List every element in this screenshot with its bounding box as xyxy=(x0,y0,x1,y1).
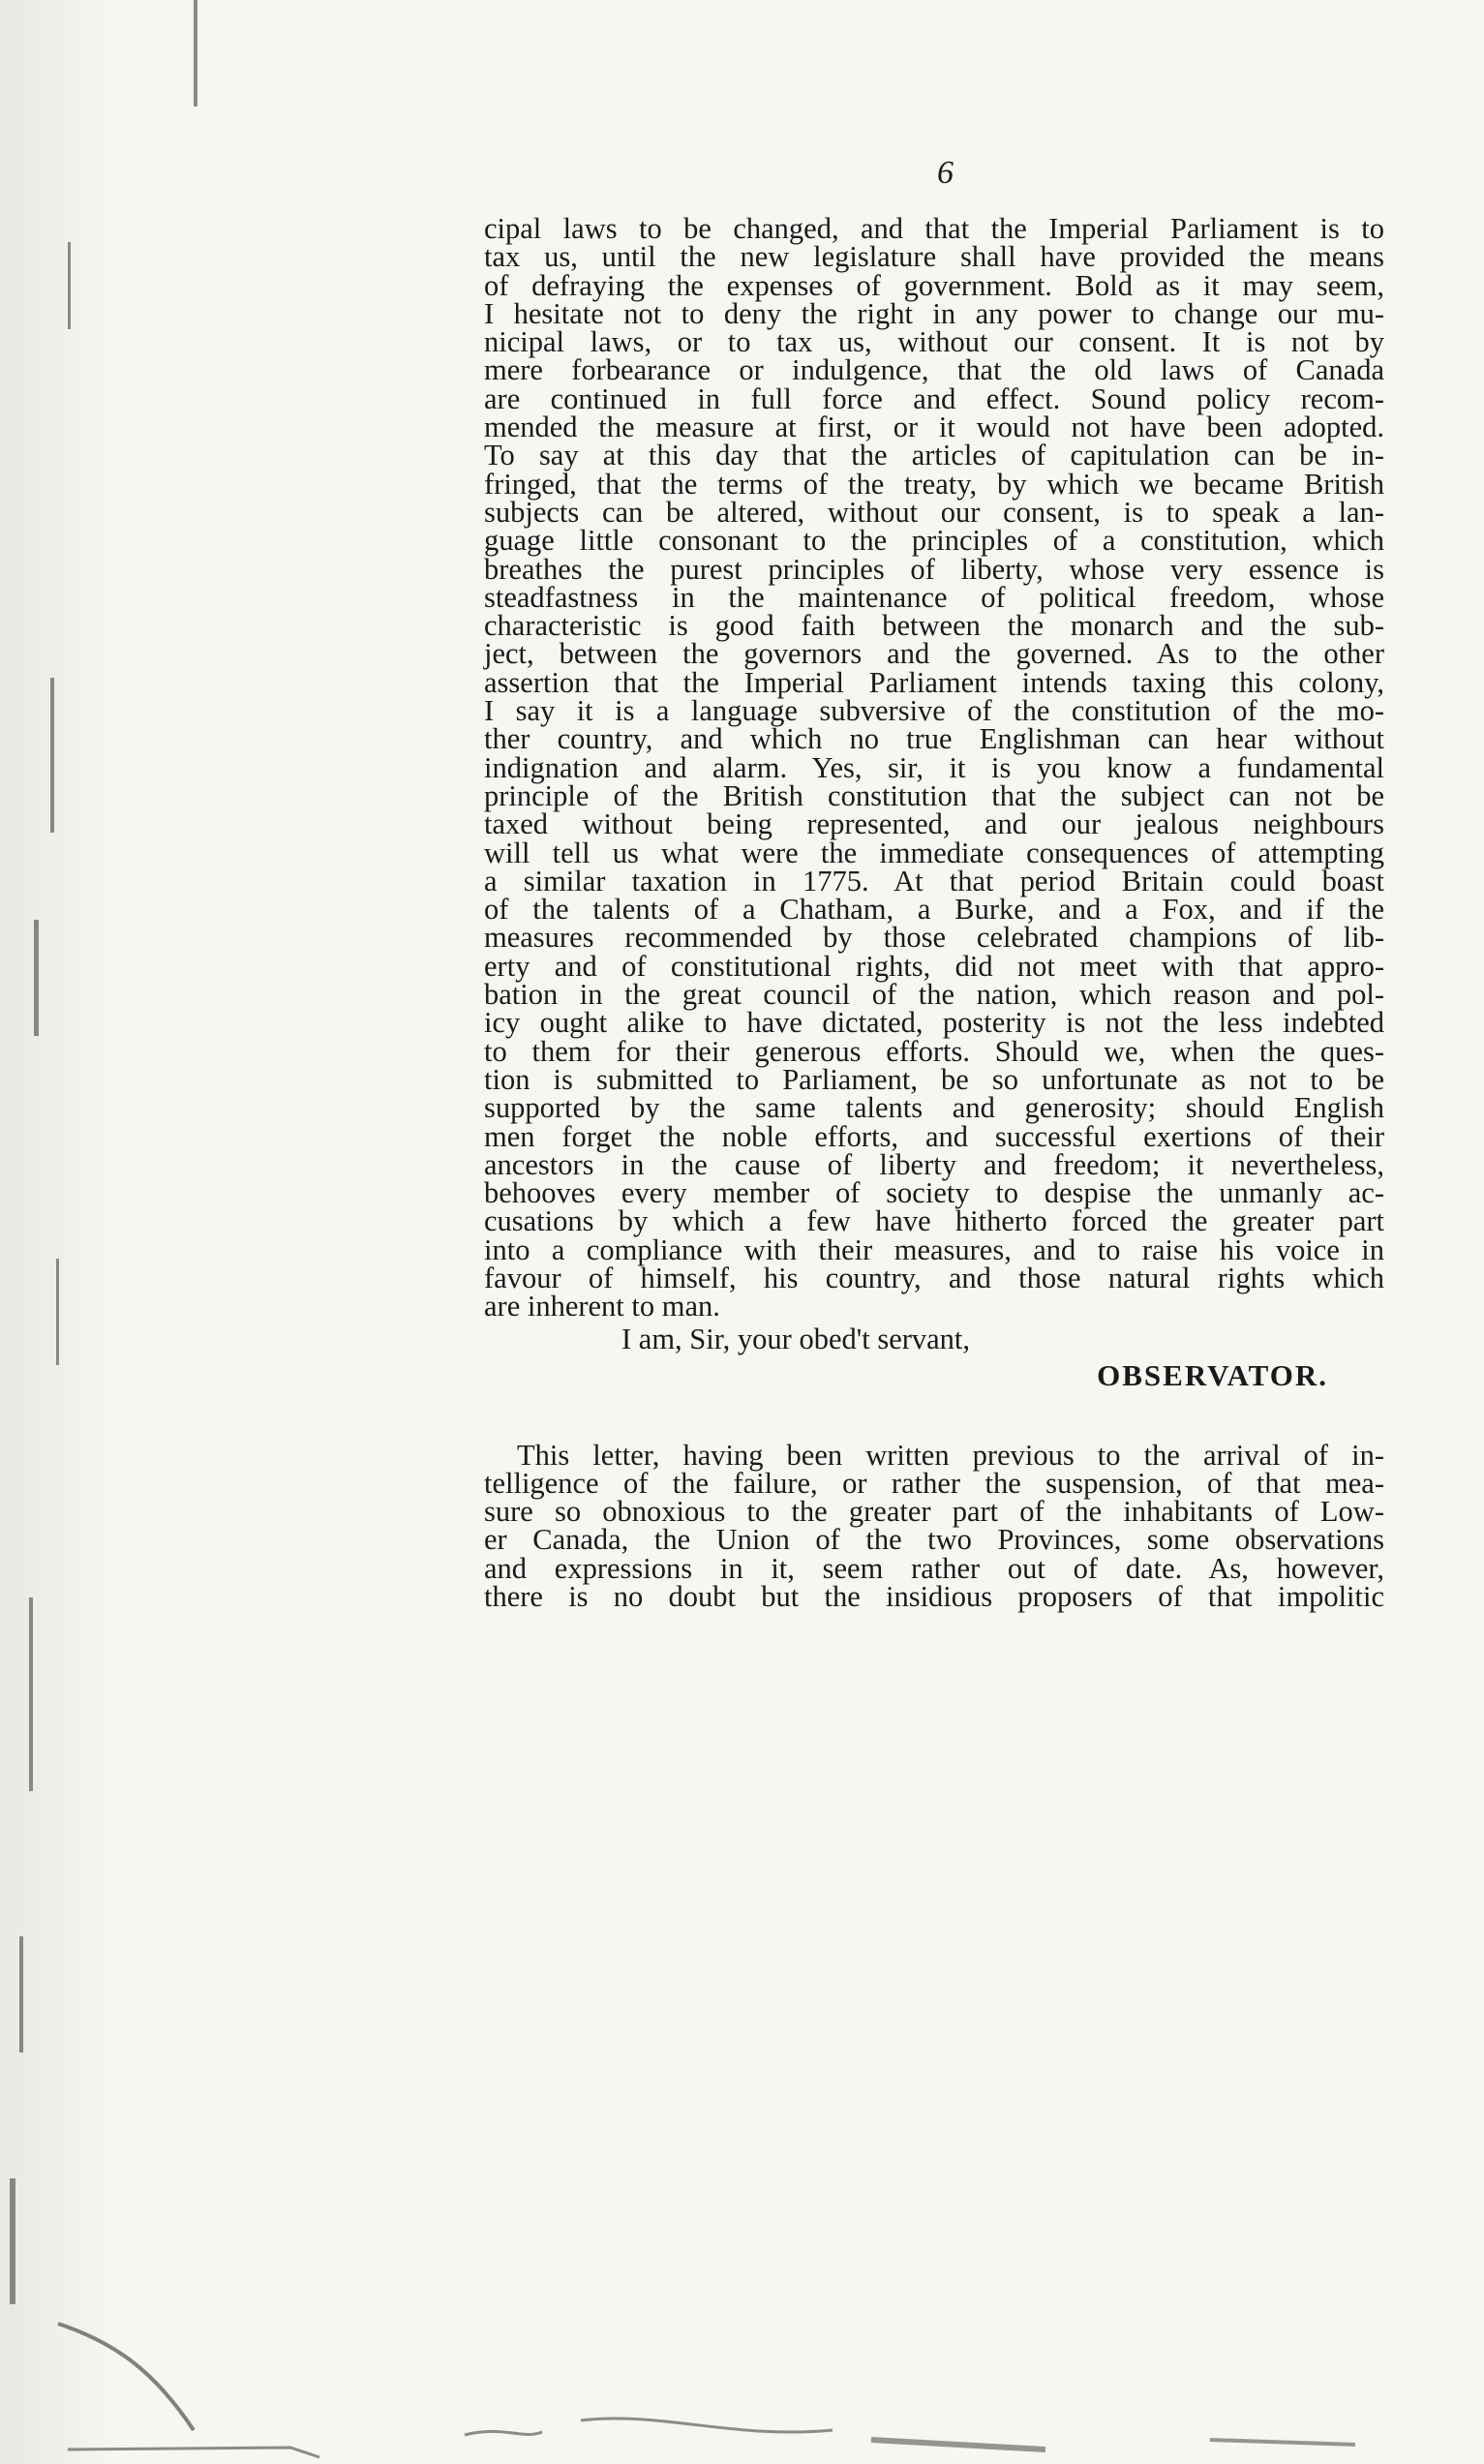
letter-line: tion is submitted to Parliament, be so unfortunate as not to be xyxy=(484,1062,1384,1096)
letter-text-block xyxy=(484,212,1384,1614)
edge-mark xyxy=(19,1936,23,2053)
letter-line: steadfastness in the maintenance of political freedom, whose xyxy=(484,580,1384,614)
letter-line: indignation and alarm. Yes, sir, it is you know a fundamental xyxy=(484,750,1384,784)
letter-line: cipal laws to be changed, and that the Imperial Parliament is to xyxy=(484,212,1384,245)
edge-mark xyxy=(34,920,39,1036)
letter-line: breathes the purest principles of liberty, whose very essence is xyxy=(484,552,1384,586)
letter-line: To say at this day that the articles of capitulation can be in- xyxy=(484,439,1384,472)
letter-line: characteristic is good faith between the monarch and the sub- xyxy=(484,609,1384,643)
letter-line: taxed without being represented, and our jealous neighbours xyxy=(484,807,1384,841)
letter-line: favour of himself, his country, and those natural rights which xyxy=(484,1261,1384,1294)
postscript-line: This letter, having been written previous to the arrival of in- xyxy=(517,1438,1384,1472)
scan-smudge xyxy=(871,2440,1045,2449)
letter-line: ject, between the governors and the governed. As to the other xyxy=(484,637,1384,671)
letter-line: erty and of constitutional rights, did not meet with that appro- xyxy=(484,949,1384,983)
edge-mark xyxy=(29,1597,33,1791)
letter-line: assertion that the Imperial Parliament intends taxing this colony, xyxy=(484,665,1384,699)
letter-line: I say it is a language subversive of the constitution of the mo- xyxy=(484,694,1384,728)
letter-line: ther country, and which no true Englishman can hear without xyxy=(484,722,1384,756)
bottom-scan-marks xyxy=(0,2304,1484,2459)
scan-smudge xyxy=(58,2324,194,2430)
letter-line: mere forbearance or indulgence, that the old laws of Canada xyxy=(484,353,1384,387)
letter-line: measures recommended by those celebrated champions of lib- xyxy=(484,921,1384,955)
letter-line: are inherent to man. xyxy=(484,1290,720,1323)
letter-line: of the talents of a Chatham, a Burke, and a Fox, and if the xyxy=(484,893,1384,927)
postscript-line: and expressions in it, seem rather out of date. As, however, xyxy=(484,1551,1384,1585)
letter-line: men forget the noble efforts, and successful exertions of their xyxy=(484,1119,1384,1153)
edge-mark xyxy=(50,678,54,833)
letter-line: bation in the great council of the nation, which reason and pol- xyxy=(484,978,1384,1012)
letter-line: icy ought alike to have dictated, posterity is not the less indebted xyxy=(484,1006,1384,1040)
letter-line: tax us, until the new legislature shall have provided the means xyxy=(484,240,1384,274)
letter-line: a similar taxation in 1775. At that period Britain could boast xyxy=(484,864,1384,897)
section-gap xyxy=(484,1395,1384,1442)
letter-line: ancestors in the cause of liberty and freedom; it nevertheless, xyxy=(484,1147,1384,1181)
letter-line: mended the measure at first, or it would not have been adopted. xyxy=(484,411,1384,444)
edge-mark xyxy=(194,0,197,106)
postscript-line: there is no doubt but the insidious proposers of that impolitic xyxy=(484,1580,1384,1614)
page-number: 6 xyxy=(937,155,954,191)
letter-line: to them for their generous efforts. Should we, when the ques- xyxy=(484,1034,1384,1068)
letter-line: subjects can be altered, without our consent, is to speak a lan- xyxy=(484,495,1384,529)
letter-line: of defraying the expenses of government. Bold as it may seem, xyxy=(484,268,1384,302)
letter-line: will tell us what were the immediate consequences of attempting xyxy=(484,836,1384,869)
postscript-line: er Canada, the Union of the two Provinces, some observations xyxy=(484,1523,1384,1557)
letter-line: supported by the same talents and generosity; should English xyxy=(484,1091,1384,1125)
binding-edge-shadow xyxy=(0,0,116,2464)
letter-line: I hesitate not to deny the right in any power to change our mu- xyxy=(484,296,1384,330)
edge-mark xyxy=(68,242,71,329)
postscript-line: telligence of the failure, or rather the suspension, of that mea- xyxy=(484,1466,1384,1500)
postscript-line: sure so obnoxious to the greater part of the inhabitants of Low- xyxy=(484,1495,1384,1529)
edge-mark xyxy=(10,2178,15,2304)
letter-line: fringed, that the terms of the treaty, by which we became British xyxy=(484,467,1384,501)
letter-line: behooves every member of society to despise the unmanly ac- xyxy=(484,1176,1384,1210)
letter-line: principle of the British constitution that the subject can not be xyxy=(484,778,1384,812)
letter-line: cusations by which a few have hitherto forced the greater part xyxy=(484,1204,1384,1238)
letter-line: into a compliance with their measures, and to raise his voice in xyxy=(484,1232,1384,1266)
letter-closing: I am, Sir, your obed't servant, xyxy=(621,1322,971,1355)
letter-line: nicipal laws, or to tax us, without our consent. It is not by xyxy=(484,325,1384,359)
letter-line: are continued in full force and effect. Sound policy recom- xyxy=(484,381,1384,415)
scan-smudge xyxy=(465,2431,542,2435)
letter-signature: OBSERVATOR. xyxy=(1097,1357,1328,1392)
scan-smudge xyxy=(1210,2440,1355,2445)
scan-smudge xyxy=(581,2418,833,2432)
letter-line: guage little consonant to the principles of a constitution, which xyxy=(484,524,1384,558)
edge-mark xyxy=(56,1259,59,1365)
scan-smudge xyxy=(68,2448,319,2457)
